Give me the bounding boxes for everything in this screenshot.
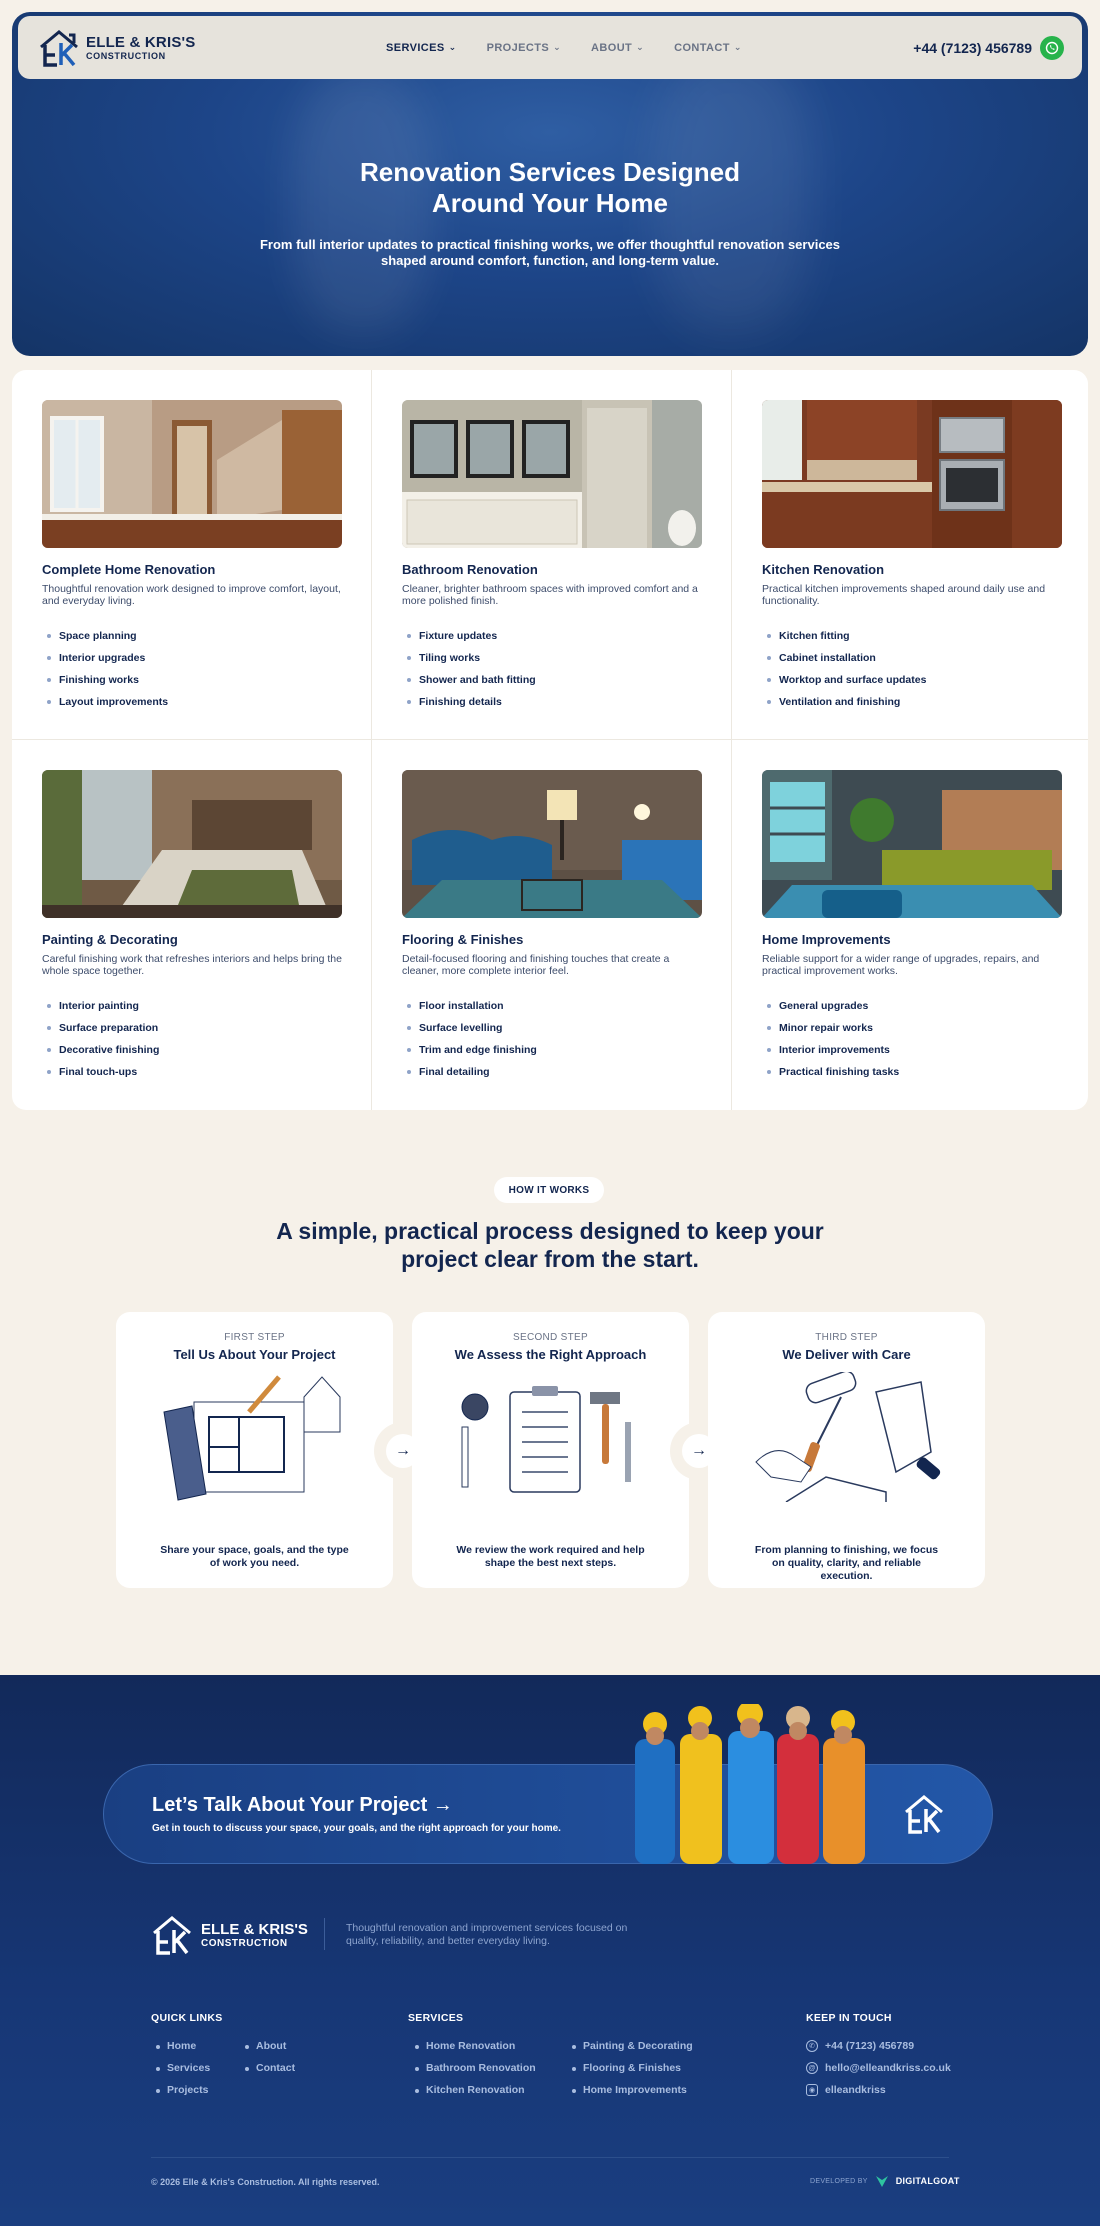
brand-subname: CONSTRUCTION [201, 1938, 288, 1949]
list-item: Cabinet installation [762, 647, 1062, 669]
quick-links-heading: QUICK LINKS [151, 2012, 223, 2024]
footer-link-services[interactable]: Services [151, 2062, 210, 2074]
phone-number: +44 (7123) 456789 [913, 39, 1032, 56]
arrow-right-icon: → [682, 1434, 716, 1468]
nav-services[interactable]: SERVICES ⌄ [386, 41, 457, 54]
footer-link-kitchen-renovation[interactable]: Kitchen Renovation [410, 2084, 525, 2096]
arrow-right-icon: → [386, 1434, 420, 1468]
service-card [12, 370, 372, 740]
service-title: Flooring & Finishes [402, 932, 524, 947]
flooring-finishes-image [402, 770, 702, 918]
footer-link-home[interactable]: Home [151, 2040, 196, 2052]
step-description: Share your space, goals, and the type of work you need. [160, 1544, 349, 1569]
services-grid [12, 370, 1088, 1110]
footer-services-heading: SERVICES [408, 2012, 464, 2024]
brand-name: ELLE & KRIS'S [86, 34, 196, 51]
service-card [732, 370, 1088, 740]
floor-plan-illustration [154, 1372, 354, 1502]
service-title: Bathroom Renovation [402, 562, 538, 577]
hero-subtitle: From full interior updates to practical finishing works, we offer thoughtful renovation services shaped around comfort, function, and long-term value. [259, 237, 841, 268]
footer-brand[interactable] [151, 1915, 308, 1955]
footer-email[interactable]: @ hello@elleandkriss.co.uk [806, 2062, 951, 2074]
house-logo-icon [903, 1794, 945, 1834]
step-title: Tell Us About Your Project [173, 1347, 336, 1362]
list-item: Shower and bath fitting [402, 669, 702, 691]
divider [324, 1918, 325, 1950]
service-features [42, 995, 342, 1083]
service-features [402, 995, 702, 1083]
construction-workers-image [625, 1704, 880, 1864]
header-phone[interactable] [913, 16, 1064, 79]
instagram-icon: ◉ [806, 2084, 818, 2096]
nav-about[interactable]: ABOUT ⌄ [591, 41, 645, 54]
list-item: Tiling works [402, 647, 702, 669]
service-title: Kitchen Renovation [762, 562, 885, 577]
brand-subname: CONSTRUCTION [86, 51, 166, 61]
arrow-right-icon: → [432, 1794, 453, 1816]
chevron-down-icon: ⌄ [733, 42, 742, 52]
developer-credit[interactable]: DEVELOPED BY DIGITALGOAT [810, 2173, 960, 2189]
list-item: Final detailing [402, 1061, 702, 1083]
list-item: Surface levelling [402, 1017, 702, 1039]
list-item: Fixture updates [402, 625, 702, 647]
list-item: Worktop and surface updates [762, 669, 1062, 691]
service-card [372, 370, 732, 740]
service-description: Careful finishing work that refreshes interiors and helps bring the whole space together. [42, 953, 342, 977]
chevron-down-icon: ⌄ [636, 42, 645, 52]
step-title: We Deliver with Care [782, 1347, 911, 1362]
nav-projects[interactable]: PROJECTS ⌄ [486, 41, 562, 54]
list-item: Ventilation and finishing [762, 691, 1062, 713]
list-item: Floor installation [402, 995, 702, 1017]
list-item: Layout improvements [42, 691, 342, 713]
service-description: Cleaner, brighter bathroom spaces with improved comfort and a more polished finish. [402, 583, 698, 607]
copyright-text: © 2026 Elle & Kris's Construction. All rights reserved. [151, 2177, 380, 2187]
home-improvements-image [762, 770, 1062, 918]
main-menu [386, 16, 742, 79]
chevron-down-icon: ⌄ [448, 42, 457, 52]
footer-link-about[interactable]: About [240, 2040, 286, 2052]
brand-logo[interactable] [38, 29, 196, 67]
footer-tagline: Thoughtful renovation and improvement services focused on quality, reliability, and better everyday living. [346, 1922, 628, 1947]
step-title: We Assess the Right Approach [454, 1347, 647, 1362]
how-it-works-badge: HOW IT WORKS [494, 1177, 604, 1203]
step-label: FIRST STEP [224, 1332, 285, 1343]
service-description: Thoughtful renovation work designed to improve comfort, layout, and everyday living. [42, 583, 341, 607]
section-divider [0, 1640, 1100, 1675]
service-description: Practical kitchen improvements shaped around daily use and functionality. [762, 583, 1046, 607]
service-card [372, 740, 732, 1110]
list-item: Finishing details [402, 691, 702, 713]
footer-link-bathroom-renovation[interactable]: Bathroom Renovation [410, 2062, 536, 2074]
list-item: Minor repair works [762, 1017, 1062, 1039]
step-card-2 [412, 1312, 689, 1588]
step-description: We review the work required and help shape the best next steps. [456, 1544, 645, 1569]
service-features [42, 625, 342, 713]
service-description: Detail-focused flooring and finishing touches that create a cleaner, more complete interior feel. [402, 953, 670, 977]
service-features [762, 625, 1062, 713]
whatsapp-icon: ✆ [806, 2040, 818, 2052]
service-features [762, 995, 1062, 1083]
step-label: THIRD STEP [815, 1332, 878, 1343]
how-it-works-title: A simple, practical process designed to keep your project clear from the start. [276, 1218, 824, 1272]
footer-divider [151, 2157, 949, 2158]
paint-roller-illustration [746, 1372, 946, 1502]
footer-link-projects[interactable]: Projects [151, 2084, 208, 2096]
footer-link-home-renovation[interactable]: Home Renovation [410, 2040, 515, 2052]
list-item: Final touch-ups [42, 1061, 342, 1083]
service-title: Home Improvements [762, 932, 891, 947]
step-description: From planning to finishing, we focus on quality, clarity, and reliable execution. [754, 1544, 939, 1582]
bathroom-renovation-image [402, 400, 702, 548]
step-label: SECOND STEP [513, 1332, 588, 1343]
assessment-tools-illustration [450, 1372, 650, 1502]
whatsapp-icon[interactable] [1040, 36, 1064, 60]
nav-contact[interactable]: CONTACT ⌄ [674, 41, 742, 54]
service-title: Painting & Decorating [42, 932, 178, 947]
footer-phone[interactable]: ✆ +44 (7123) 456789 [806, 2040, 914, 2052]
list-item: Kitchen fitting [762, 625, 1062, 647]
list-item: Space planning [42, 625, 342, 647]
painting-decorating-image [42, 770, 342, 918]
keep-in-touch-heading: KEEP IN TOUCH [806, 2012, 892, 2024]
footer-link-painting-decorating[interactable]: Painting & Decorating [567, 2040, 693, 2052]
service-card [732, 740, 1088, 1110]
house-logo-icon [151, 1915, 193, 1955]
list-item: Interior upgrades [42, 647, 342, 669]
list-item: Practical finishing tasks [762, 1061, 1062, 1083]
list-item: General upgrades [762, 995, 1062, 1017]
cta-title[interactable]: Let’s Talk About Your Project → [152, 1794, 453, 1816]
digitalgoat-logo-icon [874, 2173, 890, 2189]
brand-name: ELLE & KRIS'S [201, 1921, 308, 1938]
service-title: Complete Home Renovation [42, 562, 216, 577]
footer-link-contact[interactable]: Contact [240, 2062, 295, 2074]
footer-instagram[interactable]: ◉ elleandkriss [806, 2084, 886, 2096]
hero-title: Renovation Services Designed Around Your Home [359, 157, 741, 218]
list-item: Decorative finishing [42, 1039, 342, 1061]
footer-link-home-improvements[interactable]: Home Improvements [567, 2084, 687, 2096]
service-description: Reliable support for a wider range of upgrades, repairs, and practical improvement works. [762, 953, 1040, 977]
cta-subtitle: Get in touch to discuss your space, your goals, and the right approach for your home. [152, 1823, 561, 1834]
list-item: Trim and edge finishing [402, 1039, 702, 1061]
step-card-3 [708, 1312, 985, 1588]
list-item: Finishing works [42, 669, 342, 691]
service-card [12, 740, 372, 1110]
list-item: Surface preparation [42, 1017, 342, 1039]
service-features [402, 625, 702, 713]
list-item: Interior painting [42, 995, 342, 1017]
top-navbar [18, 16, 1082, 79]
house-logo-icon [38, 29, 80, 67]
footer-link-flooring-finishes[interactable]: Flooring & Finishes [567, 2062, 681, 2074]
home-renovation-image [42, 400, 342, 548]
kitchen-renovation-image [762, 400, 1062, 548]
chevron-down-icon: ⌄ [553, 42, 562, 52]
at-icon: @ [806, 2062, 818, 2074]
list-item: Interior improvements [762, 1039, 1062, 1061]
step-card-1 [116, 1312, 393, 1588]
